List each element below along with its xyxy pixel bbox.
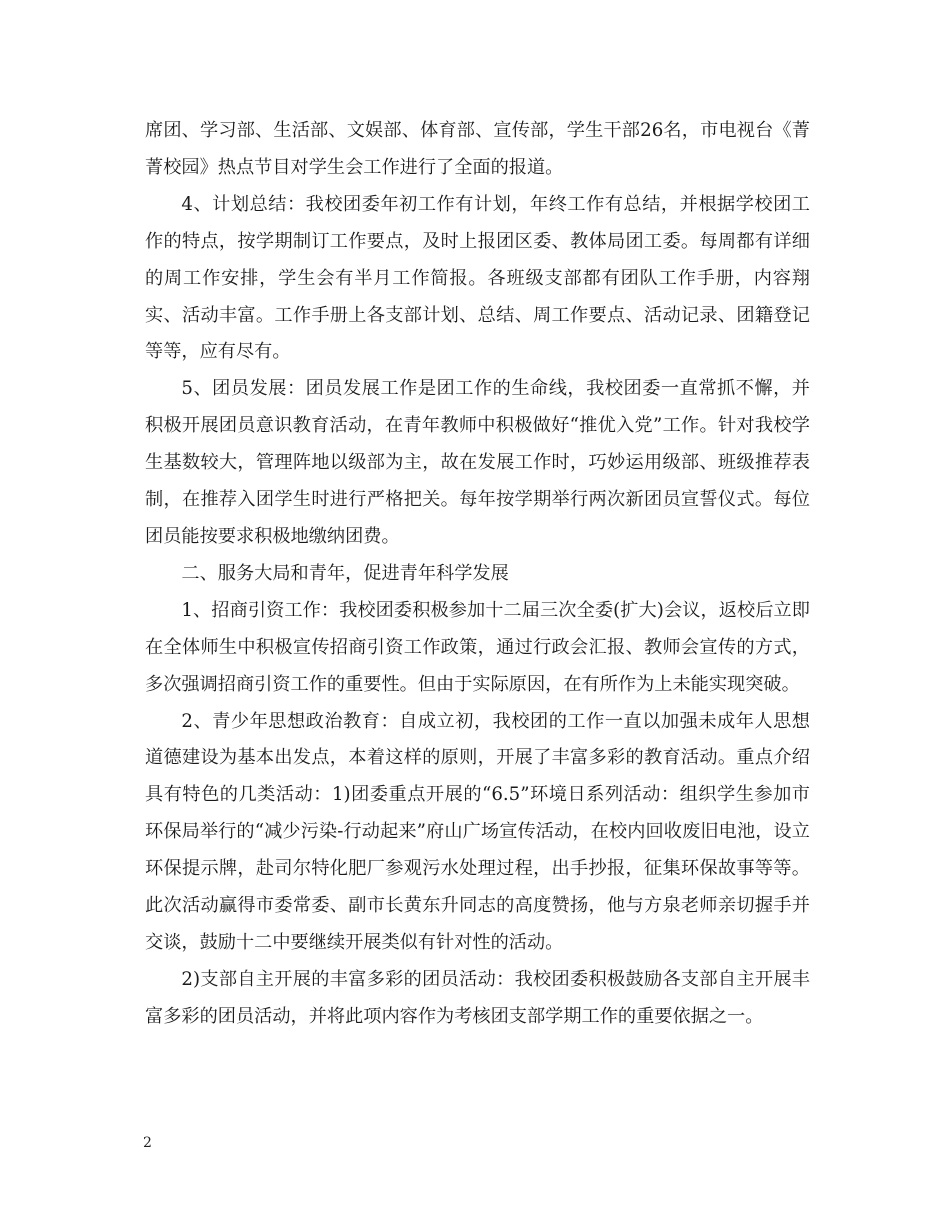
paragraph: 席团、学习部、生活部、文娱部、体育部、宣传部，学生干部26名，市电视台《菁菁校园》热点节目对学生会工作进行了全面的报道。 (145, 120, 810, 178)
section-heading: 二、服务大局和青年，促进青年科学发展 (181, 562, 509, 584)
paragraph: 1、招商引资工作：我校团委积极参加十二届三次全委(扩大)会议，返校后立即在全体师生中积极宣传招商引资工作政策，通过行政会汇报、教师会宣传的方式，多次强调招商引资工作的重要性。但由于实际原因，在有所作为上未能实现突破。 (145, 599, 810, 695)
paragraph: 2、青少年思想政治教育：自成立初，我校团的工作一直以加强未成年人思想道德建设为基本出发点，本着这样的原则，开展了丰富多彩的教育活动。重点介绍具有特色的几类活动：1)团委重点开展的“6.5”环境日系列活动：组织学生参加市环保局举行的“减少污染-行动起来”府山广场宣传活动，在校内回收废旧电池，设立环保提示牌，赴司尔特化肥厂参观污水处理过程，出手抄报，征集环保故事等等。此次活动赢得市委常委、副市长黄东升同志的高度赞扬，他与方泉老师亲切握手并交谈，鼓励十二中要继续开展类似有针对性的活动。 (145, 710, 810, 953)
paragraph: 4、计划总结：我校团委年初工作有计划，年终工作有总结，并根据学校团工作的特点，按学期制订工作要点，及时上报团区委、教体局团工委。每周都有详细的周工作安排，学生会有半月工作简报。各班级支部都有团队工作手册，内容翔实、活动丰富。工作手册上各支部计划、总结、周工作要点、活动记录、团籍登记等等，应有尽有。 (145, 193, 810, 363)
paragraph: 5、团员发展：团员发展工作是团工作的生命线，我校团委一直常抓不懈，并积极开展团员意识教育活动，在青年教师中积极做好“推优入党”工作。针对我校学生基数较大，管理阵地以级部为主，故在发展工作时，巧妙运用级部、班级推荐表制，在推荐入团学生时进行严格把关。每年按学期举行两次新团员宣誓仪式。每位团员能按要求积极地缴纳团费。 (145, 378, 810, 547)
paragraph: 2)支部自主开展的丰富多彩的团员活动：我校团委积极鼓励各支部自主开展丰富多彩的团员活动，并将此项内容作为考核团支部学期工作的重要依据之一。 (145, 968, 810, 1027)
page-number: 2 (143, 1135, 152, 1151)
document-body (145, 113, 810, 1036)
